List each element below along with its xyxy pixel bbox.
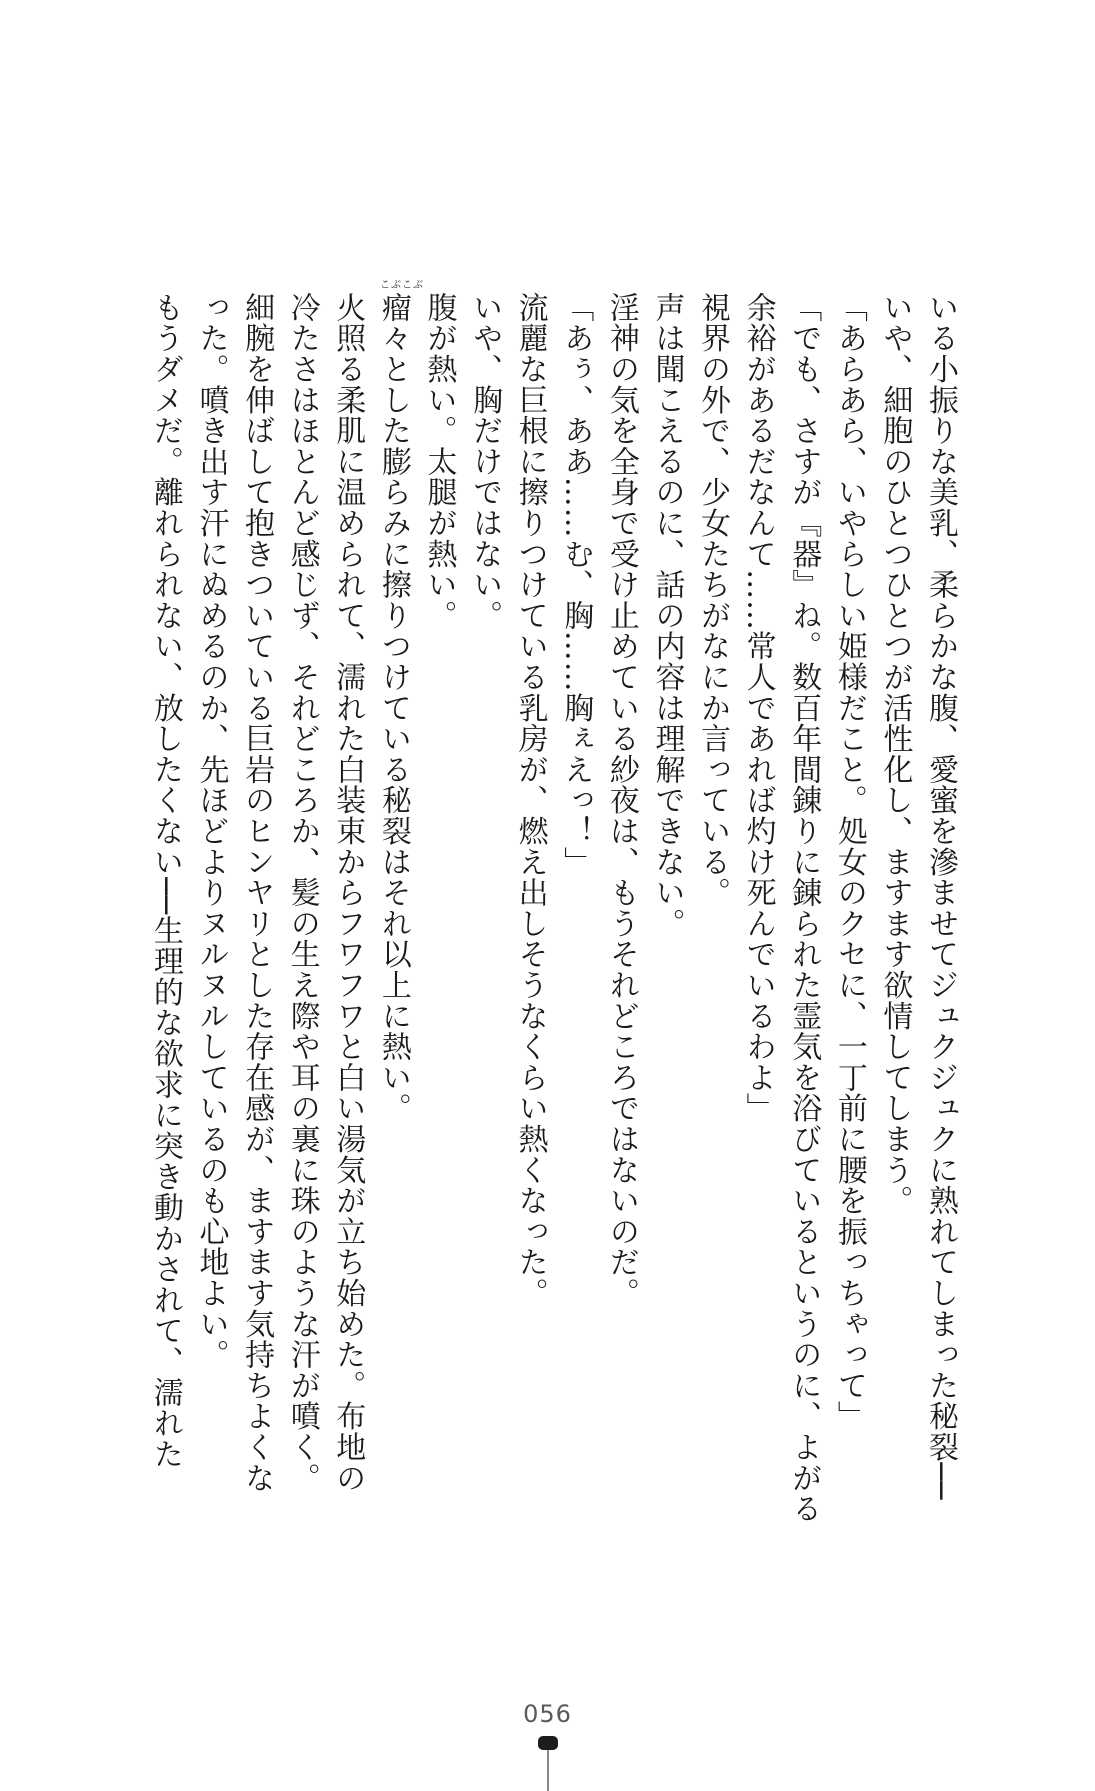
text-line: 淫神の気を全身で受け止めている紗夜は、もうそれどころではないのだ。 xyxy=(603,292,639,1309)
text-line: 冷たさはほとんど感じず、それどころか、髪の生え際や耳の裏に珠のような汗が噴く。 xyxy=(284,292,320,1494)
vertical-text-body xyxy=(142,292,963,1524)
text-line: いる小振りな美乳、柔らかな腹、愛蜜を滲ませてジュクジュクに熟れてしまった秘裂── xyxy=(923,292,958,1501)
text-line: もうダメだ。離れられない、放したくない──生理的な欲求に突き動かされて、濡れた xyxy=(147,292,183,1470)
text-line: 火照る柔肌に温められて、濡れた白装束からフワフワと白い湯気が立ち始めた。布地の xyxy=(330,292,366,1494)
text-line: 細腕を伸ばして抱きついている巨岩のヒンヤリとした存在感が、ますます気持ちよくな xyxy=(239,292,275,1494)
text-line: 腹が熱い。太腿が熱い。 xyxy=(421,292,457,631)
text-line: 流麗な巨根に擦りつけている乳房が、燃え出しそうなくらい熱くなった。 xyxy=(512,292,548,1309)
furigana-ruby: こぶこぶ xyxy=(380,280,424,291)
text-line: った。噴き出す汗にぬめるのか、先ほどよりヌルヌルしているのも心地よい。 xyxy=(193,292,229,1370)
text-line: 視界の外で、少女たちがなにか言っている。 xyxy=(695,292,731,908)
page-marker-dot xyxy=(538,1736,558,1750)
text-line: 「あぅ、ああ……む、胸……胸ぇえっ！」 xyxy=(558,292,594,878)
page-number: 056 xyxy=(523,1700,572,1728)
text-line: いや、細胞のひとつひとつが活性化し、ますます欲情してしまう。 xyxy=(877,292,913,1216)
text-line: 余裕があるだなんて……常人であれば灼け死んでいるわよ」 xyxy=(740,292,776,1124)
text-line: 「あらあら、いやらしい姫様だこと。処女のクセに、一丁前に腰を振っちゃって」 xyxy=(831,292,867,1432)
text-line: いや、胸だけではない。 xyxy=(467,292,503,631)
page-marker-line xyxy=(547,1750,549,1791)
text-line: 「でも、さすが『器』ね。数百年間錬りに錬られた霊気を浴びているというのに、よがる xyxy=(786,292,822,1524)
text-line: 瘤々とした膨らみに擦りつけている秘裂はそれ以上に熱い。 xyxy=(375,292,411,1124)
text-line: 声は聞こえるのに、話の内容は理解できない。 xyxy=(649,292,685,939)
